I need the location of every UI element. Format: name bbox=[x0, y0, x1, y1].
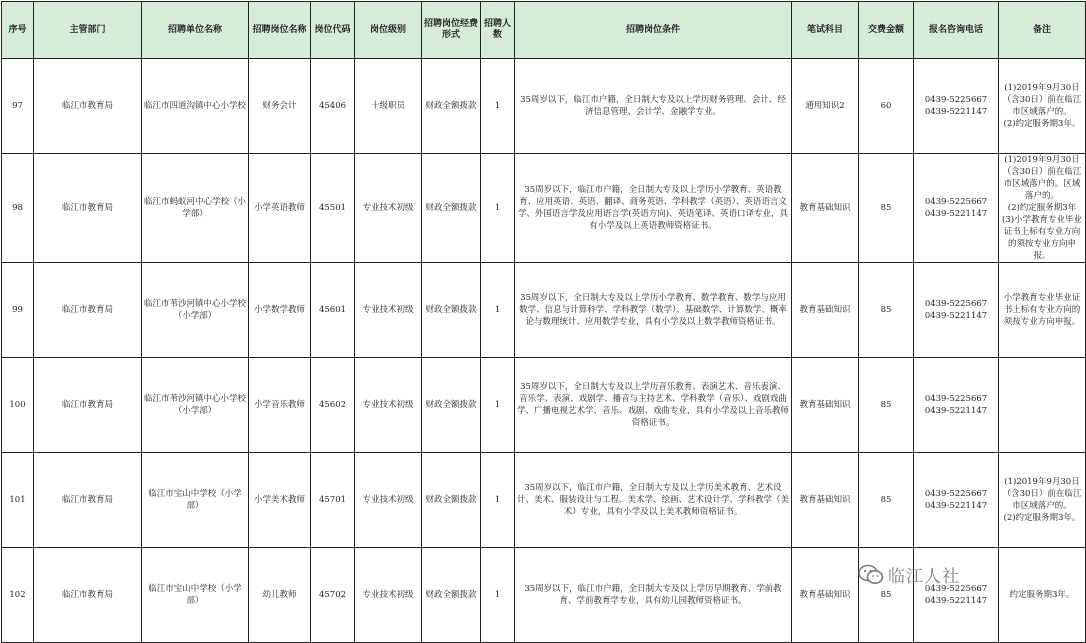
phone-number: 0439-5225667 bbox=[924, 584, 988, 594]
cell-level: 专业技术初级 bbox=[355, 263, 422, 358]
table-row bbox=[2, 263, 1086, 358]
cell-funding: 财政全额拨款 bbox=[422, 263, 481, 358]
cell-note bbox=[999, 548, 1086, 643]
cell-phone bbox=[914, 263, 999, 358]
cell-dept: 临江市教育局 bbox=[34, 59, 142, 154]
cell-unit: 临江市四道沟镇中心小学校 bbox=[142, 59, 249, 154]
cell-fee: 85 bbox=[859, 548, 914, 643]
phone-number: 0439-5221147 bbox=[924, 107, 988, 117]
cell-note bbox=[999, 453, 1086, 548]
phone-number: 0439-5225667 bbox=[924, 197, 988, 207]
cell-note bbox=[999, 263, 1086, 358]
cell-seq: 101 bbox=[2, 453, 34, 548]
cell-subject: 教育基础知识 bbox=[792, 154, 859, 263]
cell-subject: 教育基础知识 bbox=[792, 548, 859, 643]
header-dept: 主管部门 bbox=[34, 2, 142, 59]
note-line: (2)约定服务期3年。 bbox=[1003, 513, 1081, 523]
cell-conditions: 35周岁以下，临江市户籍，全日制大专及以上学历小学教育、英语教育、应用英语、英语、翻译、商务英语、学科教学（英语）、英语语言文学、外国语言学及应用语言学(英语方向)、英语笔译、英语口译专业，具有小学及以上英语教师资格证书。 bbox=[515, 154, 792, 263]
cell-post: 幼儿教师 bbox=[249, 548, 311, 643]
note-line: (3)小学教育专业毕业证书上标有专业方向的须按专业方向申报。 bbox=[1001, 215, 1083, 261]
header-note: 备注 bbox=[999, 2, 1086, 59]
cell-note bbox=[999, 59, 1086, 154]
header-seq: 序号 bbox=[2, 2, 34, 59]
cell-code: 45501 bbox=[311, 154, 355, 263]
cell-fee: 85 bbox=[859, 358, 914, 453]
note-line: (1)2019年9月30日（含30日）前在临江市区域落户的。 bbox=[1002, 477, 1082, 511]
cell-dept: 临江市教育局 bbox=[34, 453, 142, 548]
cell-subject: 教育基础知识 bbox=[792, 263, 859, 358]
cell-level: 专业技术初级 bbox=[355, 154, 422, 263]
cell-subject: 教育基础知识 bbox=[792, 453, 859, 548]
cell-post: 小学美术教师 bbox=[249, 453, 311, 548]
cell-dept: 临江市教育局 bbox=[34, 358, 142, 453]
header-code: 岗位代码 bbox=[311, 2, 355, 59]
cell-conditions: 35周岁以下，临江市户籍，全日制大专及以上学历美术教育、艺术设计、美术、服装设计与工程、美术学、绘画、艺术设计学、学科教学（美术）专业，具有小学及以上美术教师资格证书。 bbox=[515, 453, 792, 548]
cell-conditions: 35周岁以下，全日制大专及以上学历音乐教育、表演艺术、音乐表演、音乐学、表演、戏剧学、播音与主持艺术、学科教学（音乐）、戏剧戏曲学、广播电视艺术学、音乐、戏剧、戏曲专业，具有小学及以上音乐教师资格证书。 bbox=[515, 358, 792, 453]
phone-number: 0439-5221147 bbox=[924, 501, 988, 511]
cell-code: 45602 bbox=[311, 358, 355, 453]
cell-unit: 临江市宝山中学校（小学部） bbox=[142, 453, 249, 548]
phone-number: 0439-5225667 bbox=[924, 95, 988, 105]
cell-dept: 临江市教育局 bbox=[34, 548, 142, 643]
cell-level: 专业技术初级 bbox=[355, 548, 422, 643]
cell-funding: 财政全额拨款 bbox=[422, 358, 481, 453]
cell-subject: 通用知识2 bbox=[792, 59, 859, 154]
cell-funding: 财政全额拨款 bbox=[422, 59, 481, 154]
cell-fee: 60 bbox=[859, 59, 914, 154]
note-line: (2)约定服务期3年。 bbox=[1003, 119, 1081, 129]
cell-subject: 教育基础知识 bbox=[792, 358, 859, 453]
cell-post: 小学音乐教师 bbox=[249, 358, 311, 453]
watermark bbox=[858, 562, 960, 587]
cell-phone bbox=[914, 358, 999, 453]
cell-level: 十级职员 bbox=[355, 59, 422, 154]
header-row bbox=[2, 2, 1086, 59]
phone-number: 0439-5221147 bbox=[924, 406, 988, 416]
header-level: 岗位级别 bbox=[355, 2, 422, 59]
cell-funding: 财政全额拨款 bbox=[422, 548, 481, 643]
cell-funding: 财政全额拨款 bbox=[422, 154, 481, 263]
note-line: (1)2019年9月30日（含30日）前在临江市区域落户的。区域落户的。 bbox=[1002, 155, 1082, 201]
cell-code: 45406 bbox=[311, 59, 355, 154]
phone-number: 0439-5225667 bbox=[924, 489, 988, 499]
header-fee: 交费金额 bbox=[859, 2, 914, 59]
header-funding: 招聘岗位经费形式 bbox=[422, 2, 481, 59]
cell-seq: 97 bbox=[2, 59, 34, 154]
table-body bbox=[2, 59, 1086, 643]
cell-post: 小学英语教师 bbox=[249, 154, 311, 263]
note-line: (1)2019年9月30日（含30日）前在临江市区域落户的。 bbox=[1002, 83, 1082, 117]
cell-fee: 85 bbox=[859, 154, 914, 263]
cell-code: 45601 bbox=[311, 263, 355, 358]
cell-fee: 85 bbox=[859, 453, 914, 548]
header-post: 招聘岗位名称 bbox=[249, 2, 311, 59]
cell-unit: 临江市苇沙河镇中心小学校（小学部） bbox=[142, 358, 249, 453]
cell-seq: 102 bbox=[2, 548, 34, 643]
note-line: (2)约定服务期3年 bbox=[1007, 203, 1077, 213]
cell-count: 1 bbox=[481, 59, 515, 154]
phone-number: 0439-5221147 bbox=[924, 596, 988, 606]
cell-count: 1 bbox=[481, 548, 515, 643]
phone-number: 0439-5221147 bbox=[924, 209, 988, 219]
cell-post: 财务会计 bbox=[249, 59, 311, 154]
cell-conditions: 35周岁以下，全日制大专及以上学历小学教育、数学教育、数学与应用数学、信息与计算科学、学科教学（数学）、基础数学、计算数学、概率论与数理统计、应用数学专业，具有小学及以上数学教师资格证书。 bbox=[515, 263, 792, 358]
watermark-text: 临江人社 bbox=[888, 567, 960, 587]
table-row bbox=[2, 358, 1086, 453]
cell-note bbox=[999, 154, 1086, 263]
header-phone: 报名咨询电话 bbox=[914, 2, 999, 59]
cell-count: 1 bbox=[481, 358, 515, 453]
cell-post: 小学数学教师 bbox=[249, 263, 311, 358]
header-count: 招聘人数 bbox=[481, 2, 515, 59]
cell-seq: 99 bbox=[2, 263, 34, 358]
phone-number: 0439-5221147 bbox=[924, 311, 988, 321]
table-row bbox=[2, 59, 1086, 154]
cell-fee: 85 bbox=[859, 263, 914, 358]
header-subject: 笔试科目 bbox=[792, 2, 859, 59]
phone-number: 0439-5225667 bbox=[924, 299, 988, 309]
cell-seq: 98 bbox=[2, 154, 34, 263]
cell-level: 专业技术初级 bbox=[355, 358, 422, 453]
note-line: 小学教育专业毕业证书上标有专业方向的须按专业方向申报。 bbox=[1003, 293, 1081, 327]
cell-dept: 临江市教育局 bbox=[34, 263, 142, 358]
cell-count: 1 bbox=[481, 154, 515, 263]
table-row bbox=[2, 154, 1086, 263]
cell-dept: 临江市教育局 bbox=[34, 154, 142, 263]
cell-phone bbox=[914, 154, 999, 263]
cell-unit: 临江市蚂蚁河中心学校（小学部） bbox=[142, 154, 249, 263]
header-unit: 招聘单位名称 bbox=[142, 2, 249, 59]
cell-conditions: 35周岁以下，临江市户籍，全日制大专及以上学历财务管理、会计、经济信息管理、会计学、金融学专业。 bbox=[515, 59, 792, 154]
cell-seq: 100 bbox=[2, 358, 34, 453]
cell-code: 45701 bbox=[311, 453, 355, 548]
cell-note bbox=[999, 358, 1086, 453]
cell-funding: 财政全额拨款 bbox=[422, 453, 481, 548]
cell-level: 专业技术初级 bbox=[355, 453, 422, 548]
cell-phone bbox=[914, 59, 999, 154]
cell-conditions: 35周岁以下，临江市户籍，全日制大专及以上学历早期教育、学前教育、学前教育学专业，具有幼儿园教师资格证书。 bbox=[515, 548, 792, 643]
table-row bbox=[2, 453, 1086, 548]
wechat-icon bbox=[858, 564, 884, 586]
recruitment-table bbox=[1, 1, 1086, 643]
cell-unit: 临江市苇沙河镇中心小学校（小学部） bbox=[142, 263, 249, 358]
phone-number: 0439-5225667 bbox=[924, 394, 988, 404]
cell-phone bbox=[914, 453, 999, 548]
header-conditions: 招聘岗位条件 bbox=[515, 2, 792, 59]
cell-unit: 临江市宝山中学校（小学部） bbox=[142, 548, 249, 643]
note-line: 约定服务期3年。 bbox=[1009, 590, 1075, 600]
cell-code: 45702 bbox=[311, 548, 355, 643]
cell-count: 1 bbox=[481, 453, 515, 548]
cell-count: 1 bbox=[481, 263, 515, 358]
